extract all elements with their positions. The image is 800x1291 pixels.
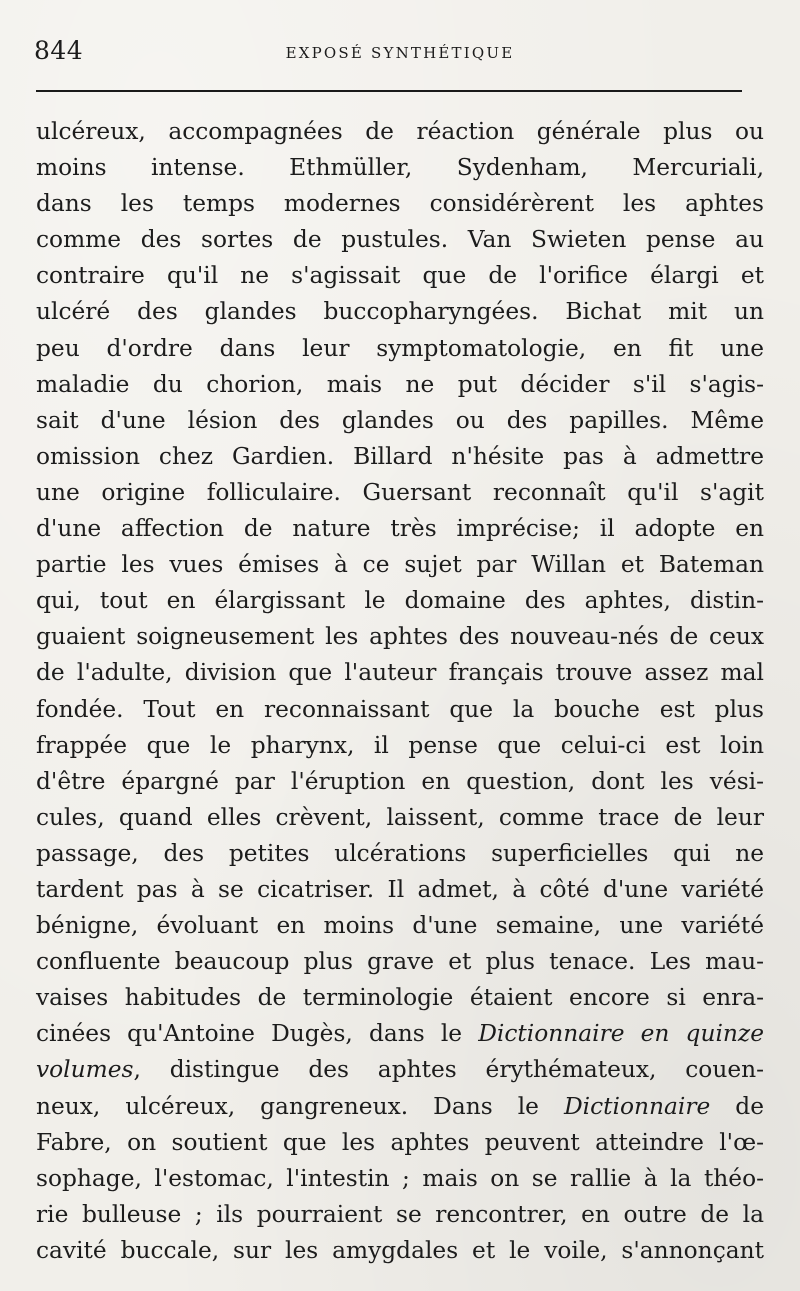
text-line: ulcéreux, accompagnées de réaction générale plus ou	[36, 118, 764, 145]
book-title-italic: Dictionnaire	[563, 1092, 711, 1120]
text-line: une origine folliculaire. Guersant reconnaît qu'il s'agit	[36, 478, 764, 506]
text-line: cules, quand elles crèvent, laissent, comme trace de leur	[36, 803, 764, 831]
text-line	[36, 1089, 764, 1125]
text-line: rie bulleuse ; ils pourraient se rencontrer, en outre de la	[36, 1200, 764, 1228]
text-line: tardent pas à se cicatriser. Il admet, à côté d'une variété	[36, 875, 764, 903]
text-line: comme des sortes de pustules. Van Swieten pense au	[36, 226, 764, 254]
text-line: omission chez Gardien. Billard n'hésite pas à admettre	[36, 442, 764, 470]
text-line: bénigne, évoluant en moins d'une semaine, une variété	[36, 912, 764, 940]
text-line: partie les vues émises à ce sujet par Willan et Bateman	[36, 551, 764, 579]
line-text: neux, ulcéreux, gangreneux. Dans le	[36, 1092, 564, 1120]
text-line: dans les temps modernes considérèrent les aphtes	[36, 190, 764, 218]
text-line: de l'adulte, division que l'auteur français trouve assez mal	[36, 659, 764, 687]
page-number: 844	[34, 36, 84, 65]
text-line: sophage, l'estomac, l'intestin ; mais on se rallie à la théo-	[36, 1164, 764, 1192]
text-line: cavité buccale, sur les amygdales et le voile, s'annonçant	[36, 1236, 764, 1264]
header-rule	[36, 90, 742, 92]
text-line: confluente beaucoup plus grave et plus tenace. Les mau-	[36, 948, 764, 976]
text-line: qui, tout en élargissant le domaine des aphtes, distin-	[36, 587, 764, 615]
text-line: d'une affection de nature très imprécise; il adopte en	[36, 515, 764, 543]
text-line: passage, des petites ulcérations superficielles qui ne	[36, 839, 764, 867]
book-title-italic: volumes	[36, 1056, 134, 1084]
text-line	[36, 1016, 764, 1052]
text-line: fondée. Tout en reconnaissant que la bouche est plus	[36, 695, 764, 723]
line-text: , distingue des aphtes érythémateux, couen-	[133, 1056, 764, 1084]
book-title-italic: Dictionnaire en quinze	[478, 1020, 764, 1048]
text-line: guaient soigneusement les aphtes des nouveau-nés de ceux	[36, 623, 764, 651]
text-line	[36, 1052, 764, 1088]
line-text: de	[710, 1092, 764, 1120]
text-line: maladie du chorion, mais ne put décider s'il s'agis-	[36, 370, 764, 398]
text-line: d'être épargné par l'éruption en question, dont les vési-	[36, 767, 764, 795]
text-line: contraire qu'il ne s'agissait que de l'orifice élargi et	[36, 262, 764, 290]
text-line: moins intense. Ethmüller, Sydenham, Mercuriali,	[36, 154, 764, 182]
text-line: vaises habitudes de terminologie étaient encore si enra-	[36, 984, 764, 1012]
body-text	[36, 114, 764, 1269]
text-line: sait d'une lésion des glandes ou des papilles. Même	[36, 406, 764, 434]
text-line: ulcéré des glandes buccopharyngées. Bichat mit un	[36, 298, 764, 326]
text-line: peu d'ordre dans leur symptomatologie, en fit une	[36, 334, 764, 362]
running-title: EXPOSÉ SYNTHÉTIQUE	[285, 44, 515, 62]
line-text: cinées qu'Antoine Dugès, dans le	[36, 1020, 479, 1048]
text-line: frappée que le pharynx, il pense que celui-ci est loin	[36, 731, 764, 759]
text-line: Fabre, on soutient que les aphtes peuvent atteindre l'œ-	[36, 1128, 764, 1156]
